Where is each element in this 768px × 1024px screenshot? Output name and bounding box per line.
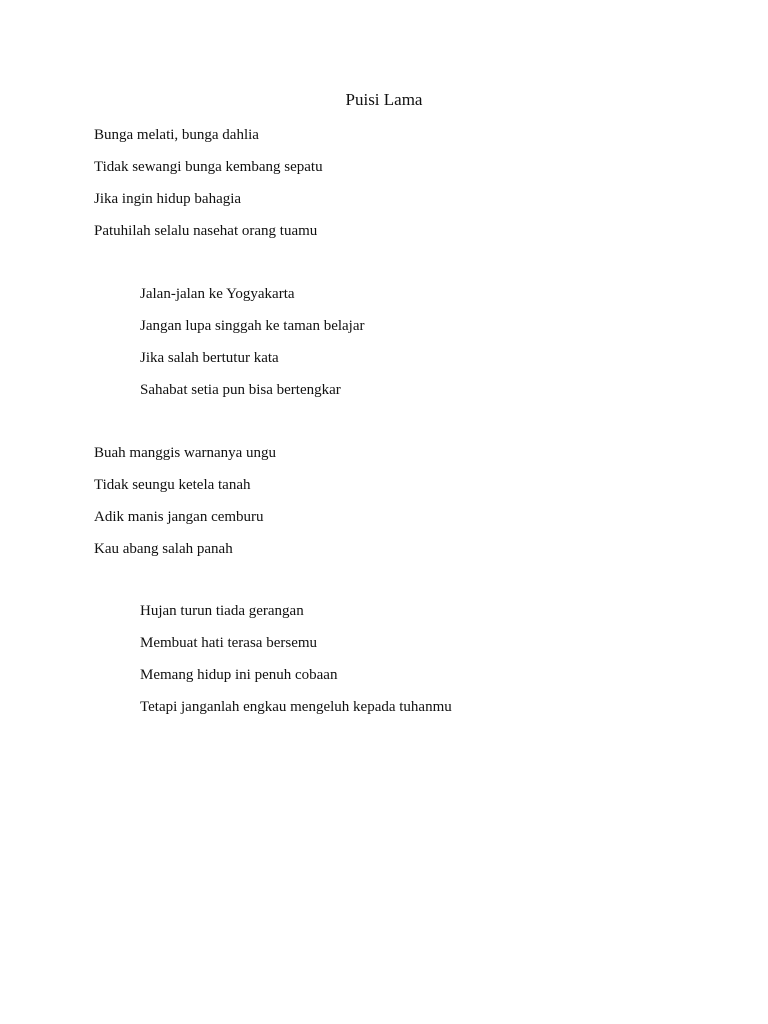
poem-line: Tidak seungu ketela tanah: [94, 477, 251, 493]
poem-line: Patuhilah selalu nasehat orang tuamu: [94, 223, 318, 239]
poem-line: Jangan lupa singgah ke taman belajar: [140, 318, 365, 334]
poem-line: Buah manggis warnanya ungu: [94, 445, 277, 461]
document-title: Puisi Lama: [345, 90, 423, 109]
stanza-4: [140, 595, 452, 723]
poem-line: Sahabat setia pun bisa bertengkar: [140, 382, 341, 398]
poem-line: Tidak sewangi bunga kembang sepatu: [94, 159, 323, 175]
poem-line: Membuat hati terasa bersemu: [140, 635, 318, 651]
poem-line: Bunga melati, bunga dahlia: [94, 127, 259, 143]
poem-line: Jika ingin hidup bahagia: [94, 191, 242, 207]
poem-line: Jika salah bertutur kata: [140, 350, 279, 366]
stanza-2: [140, 278, 365, 406]
stanza-3: [94, 437, 276, 565]
poem-line: Hujan turun tiada gerangan: [140, 603, 304, 619]
stanza-1: [94, 119, 323, 247]
poem-line: Memang hidup ini penuh cobaan: [140, 667, 338, 683]
poem-line: Kau abang salah panah: [94, 541, 233, 557]
poem-line: Adik manis jangan cemburu: [94, 509, 264, 525]
poem-line: Jalan-jalan ke Yogyakarta: [140, 286, 295, 302]
poem-line: Tetapi janganlah engkau mengeluh kepada tuhanmu: [140, 699, 452, 715]
